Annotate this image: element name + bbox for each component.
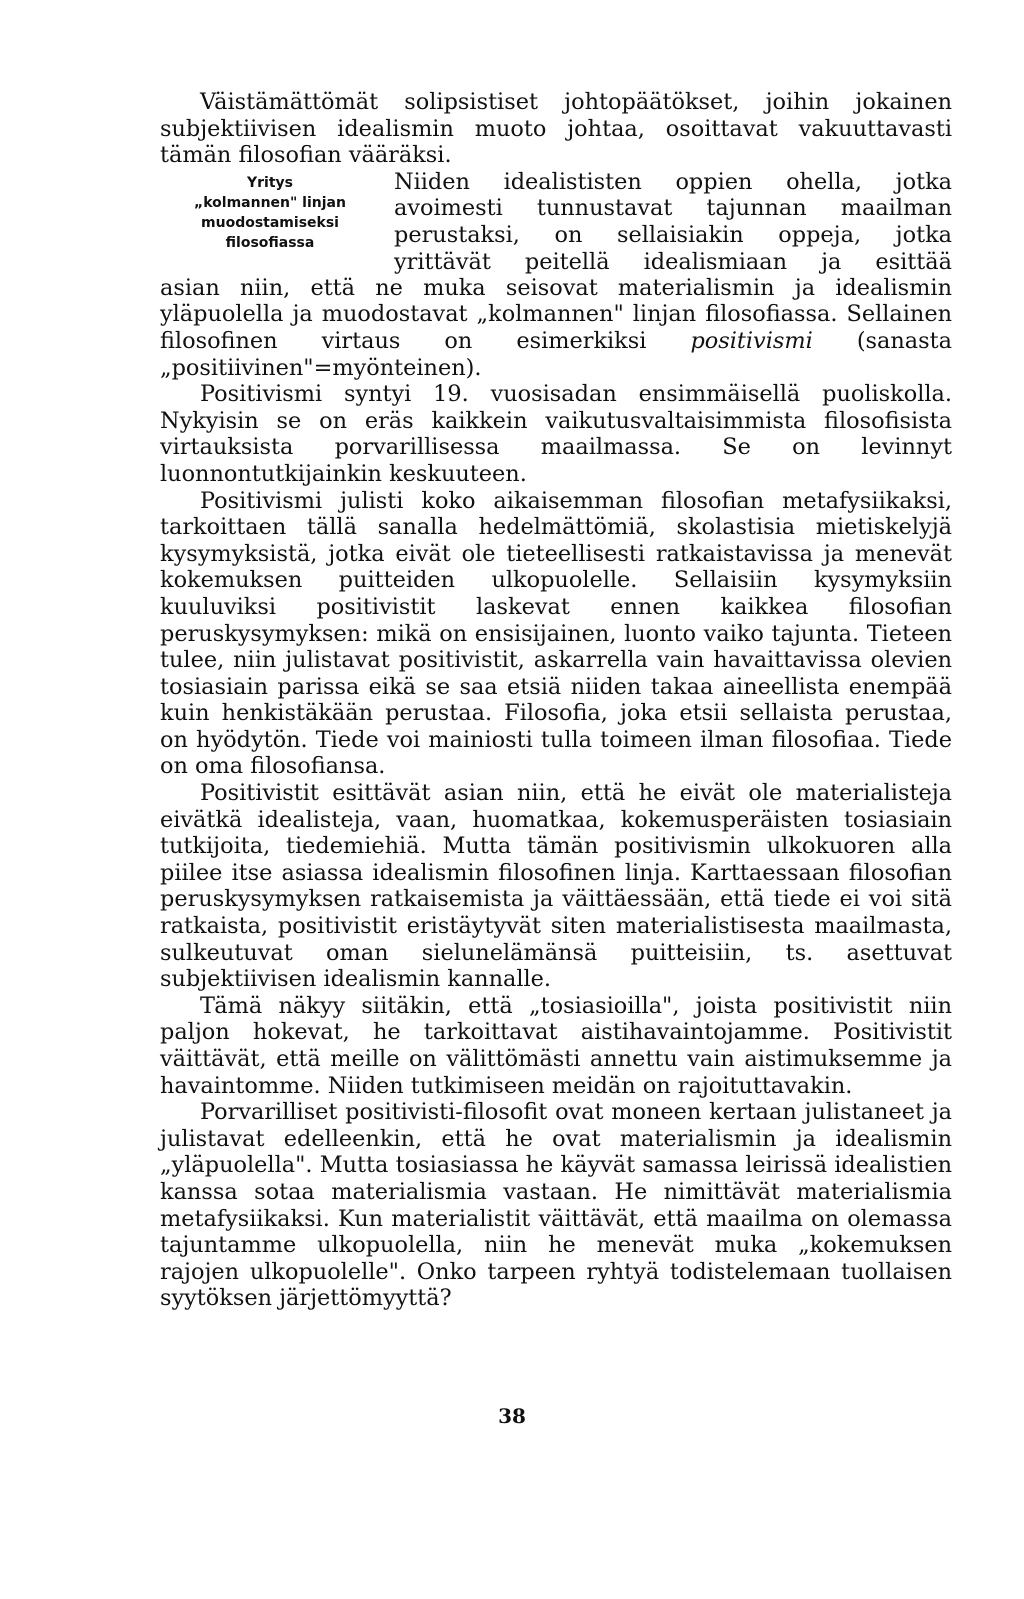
paragraph-5: Positivistit esittävät asian niin, että he eivät ole materialisteja eivätkä idealisteja, vaan, huomatkaa, kokemusperäisten tosiasiain tutkijoita, tiedemiehiä. Mutta tämän positivismin ulkokuoren alla piilee itse asiassa idealismin filosofinen linja. Karttaessaan filosofian peruskysymyksen ratkaisemista ja väittäessään, että tiede ei voi sitä ratkaista, positivistit eristäytyvät siten materialistisesta maailmasta, sulkeutuvat oman sielunelämänsä puitteisiin, ts. asettuvat subjektiivisen idealismin kannalle.	[160, 780, 952, 993]
paragraph-2-text-a: asian niin, että ne muka seisovat materialismin ja idealismin yläpuolella ja muodostavat „kolmannen" linjan filosofiassa. Sellainen filosofinen virtaus on esimerkiksi	[160, 274, 952, 354]
paragraph-2-line-4: yrittävät peitellä idealismiaan ja esittää	[394, 248, 952, 275]
paragraph-2-side-lines	[394, 169, 952, 275]
sidenote-block	[160, 169, 952, 275]
body-text	[160, 89, 952, 1312]
paragraph-2-continued	[160, 275, 952, 381]
margin-heading	[160, 173, 380, 253]
margin-heading-line-2: „kolmannen" linjan	[194, 194, 346, 211]
paragraph-2-line-1: Niiden idealististen oppien ohella, jotka	[394, 168, 952, 195]
paragraph-2-line-2: avoimesti tunnustavat tajunnan maailman	[394, 195, 952, 222]
positivism-term: positivismi	[690, 327, 813, 354]
paragraph-4: Positivismi julisti koko aikaisemman filosofian metafysiikaksi, tarkoittaen tällä sanalla hedelmättömiä, skolastisia mietiskelyjä kysymyksistä, jotka eivät ole tieteellisesti ratkaistavissa ja menevät kokemuksen puitteiden ulkopuolelle. Sellaisiin kysymyksiin kuuluviksi positivistit laskevat ennen kaikkea filosofian peruskysymyksen: mikä on ensisijainen, luonto vaiko tajunta. Tieteen tulee, niin julistavat positivistit, askarrella vain havaittavissa olevien tosiasiain parissa eikä se saa etsiä niiden takaa aineellista enempää kuin henkistäkään perustaa. Filosofia, joka etsii sellaista perustaa, on hyödytön. Tiede voi mainiosti tulla toimeen ilman filosofiaa. Tiede on oma filosofiansa.	[160, 487, 952, 780]
paragraph-3: Positivismi syntyi 19. vuosisadan ensimmäisellä puoliskolla. Nykyisin se on eräs kaikkein vaikutusvaltaisimmista filosofisista virtauksista porvarillisessa maailmassa. Se on levinnyt luonnontutkijainkin keskuuteen.	[160, 381, 952, 487]
margin-heading-line-1: Yritys	[247, 174, 293, 191]
margin-heading-line-3: muodostamiseksi	[201, 214, 339, 231]
paragraph-1: Väistämättömät solipsistiset johtopäätökset, joihin jokainen subjektiivisen idealismin muoto johtaa, osoittavat vakuuttavasti tämän filosofian vääräksi.	[160, 89, 952, 169]
margin-heading-line-4: filosofiassa	[225, 234, 315, 251]
paragraph-6: Tämä näkyy siitäkin, että „tosiasioilla", joista positivistit niin paljon hokevat, he tarkoittavat aistihavaintojamme. Positivistit väittävät, että meille on välittömästi annettu vain aistimuksemme ja havaintomme. Niiden tutkimiseen meidän on rajoituttavakin.	[160, 992, 952, 1099]
page-number: 38	[498, 1404, 526, 1428]
paragraph-2-line-3: perustaksi, on sellaisiakin oppeja, jotka	[394, 221, 952, 248]
paragraph-2-text-b: (sanasta „positiivinen"=myönteinen).	[160, 327, 952, 381]
paragraph-7: Porvarilliset positivisti-filosofit ovat moneen kertaan julistaneet ja julistavat edelleenkin, että he ovat materialismin ja idealismin „yläpuolella". Mutta tosiasiassa he käyvät samassa leirissä idealistien kanssa sotaa materialismia vastaan. He nimittävät materialismia metafysiikaksi. Kun materialistit väittävät, että maailma on olemassa tajuntamme ulkopuolella, niin he menevät muka „kokemuksen rajojen ulkopuolelle". Onko tarpeen ryhtyä todistelemaan tuollaisen syytöksen järjettömyyttä?	[160, 1099, 952, 1312]
